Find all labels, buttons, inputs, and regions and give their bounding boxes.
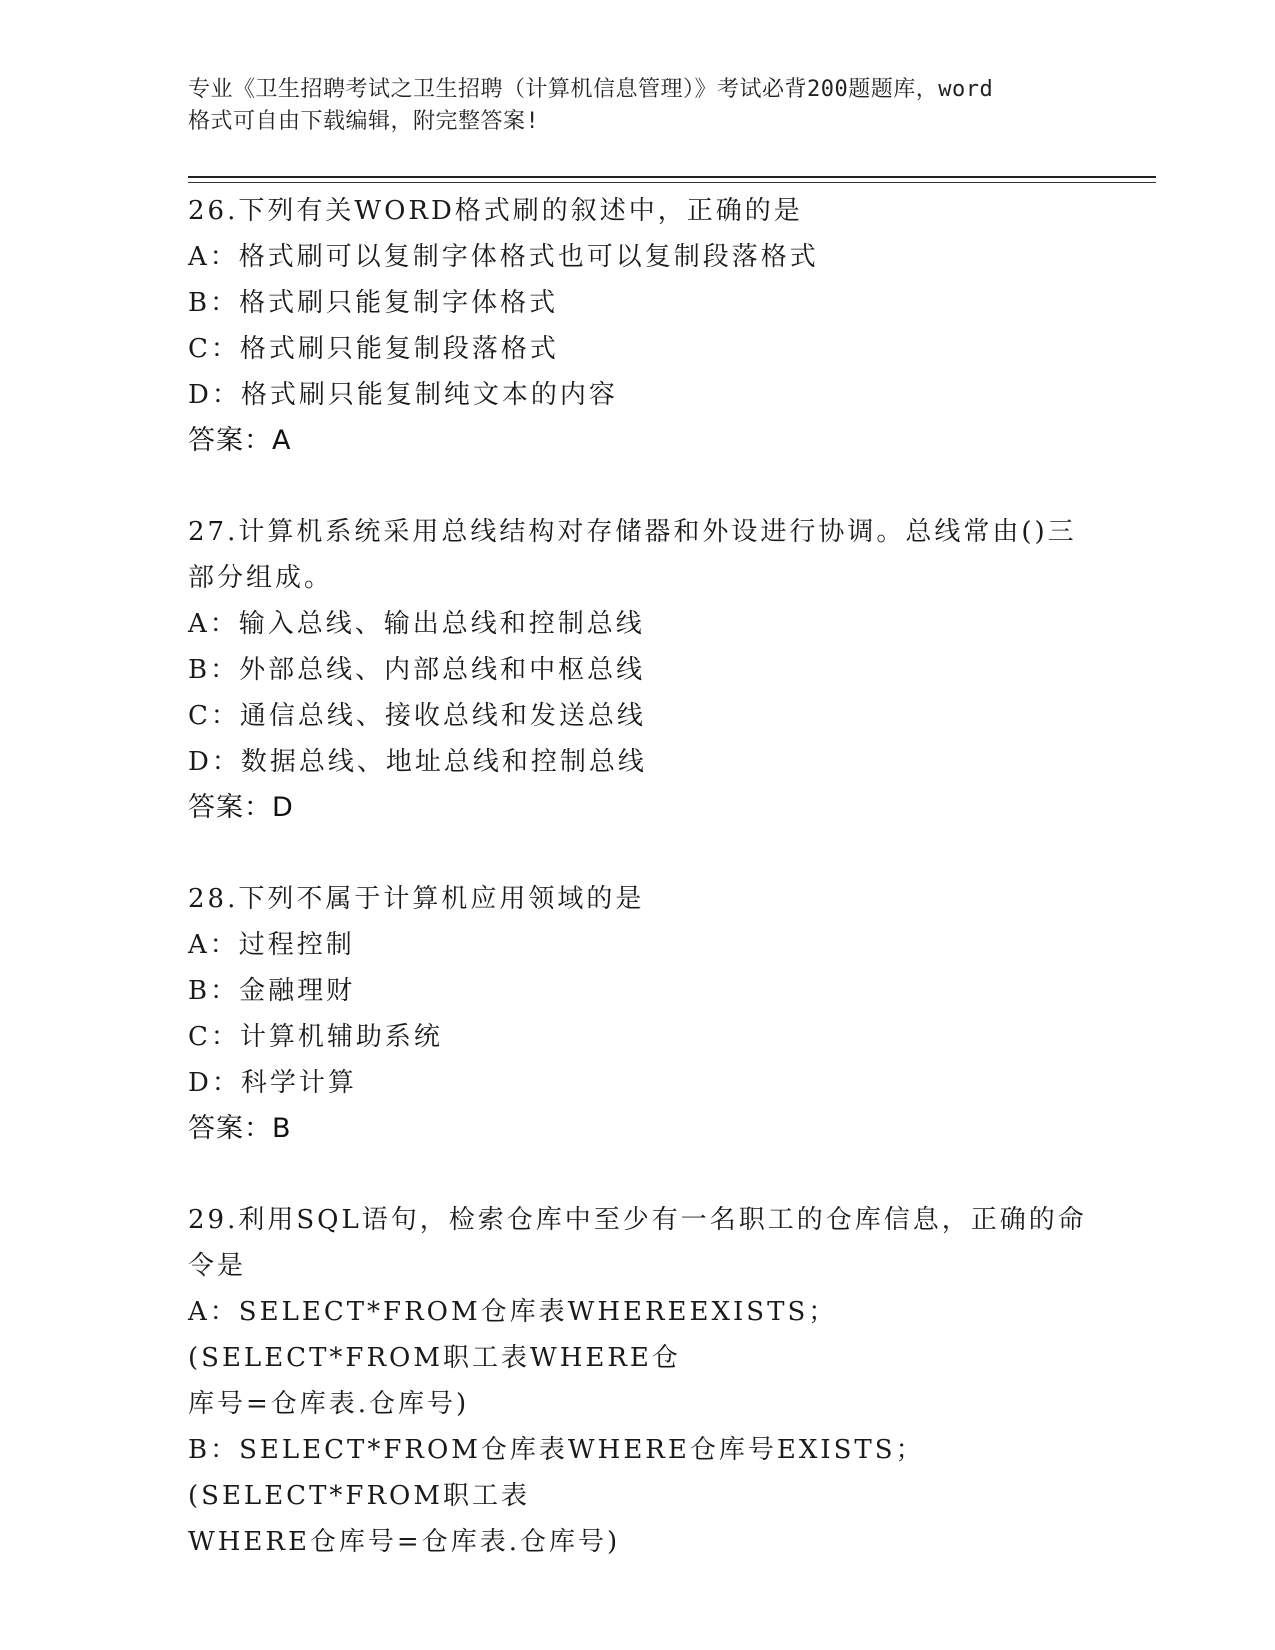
header-title-line-1: 专业《卫生招聘考试之卫生招聘（计算机信息管理）》考试必背200题题库，word [188, 77, 994, 102]
option-a-continued: 库号=仓库表.仓库号) [188, 1389, 470, 1419]
header-divider-thick [188, 176, 1156, 178]
option-b: B：SELECT*FROM仓库表WHERE仓库号EXISTS；(SELECT*FROM职工表 [188, 1435, 925, 1511]
option-b: B：外部总线、内部总线和中枢总线 [188, 655, 646, 685]
question-28 [188, 876, 1088, 1152]
option-c: C：通信总线、接收总线和发送总线 [188, 701, 646, 731]
document-header [188, 74, 1088, 138]
option-c: C：格式刷只能复制段落格式 [188, 334, 559, 364]
option-d: D：数据总线、地址总线和控制总线 [188, 747, 647, 777]
question-29 [188, 1197, 1088, 1565]
question-text: 26.下列有关WORD格式刷的叙述中，正确的是 [188, 196, 803, 226]
question-27 [188, 509, 1088, 831]
question-list [188, 188, 1088, 1610]
option-a: A：过程控制 [188, 930, 355, 960]
option-a: A：SELECT*FROM仓库表WHEREEXISTS；(SELECT*FROM职工表WHERE仓 [188, 1297, 838, 1373]
answer-line: 答案：A [188, 425, 292, 456]
option-a: A：输入总线、输出总线和控制总线 [188, 609, 645, 639]
option-c: C：计算机辅助系统 [188, 1022, 443, 1052]
header-divider-thin [188, 182, 1156, 183]
question-text: 27.计算机系统采用总线结构对存储器和外设进行协调。总线常由()三 [188, 517, 1077, 547]
option-d: D：格式刷只能复制纯文本的内容 [188, 380, 618, 410]
question-text: 29.利用SQL语句，检索仓库中至少有一名职工的仓库信息，正确的命 [188, 1205, 1087, 1235]
header-title-line-2: 格式可自由下载编辑，附完整答案! [188, 109, 540, 134]
question-text-continued: 部分组成。 [188, 563, 334, 593]
option-b-continued: WHERE仓库号=仓库表.仓库号) [188, 1527, 621, 1557]
answer-line: 答案：B [188, 1113, 292, 1144]
answer-line: 答案：D [188, 792, 294, 823]
question-26 [188, 188, 1088, 464]
option-b: B：金融理财 [188, 976, 356, 1006]
option-b: B：格式刷只能复制字体格式 [188, 288, 559, 318]
option-a: A：格式刷可以复制字体格式也可以复制段落格式 [188, 242, 819, 272]
question-text-continued: 令是 [188, 1251, 247, 1281]
option-d: D：科学计算 [188, 1068, 357, 1098]
question-text: 28.下列不属于计算机应用领域的是 [188, 884, 645, 914]
